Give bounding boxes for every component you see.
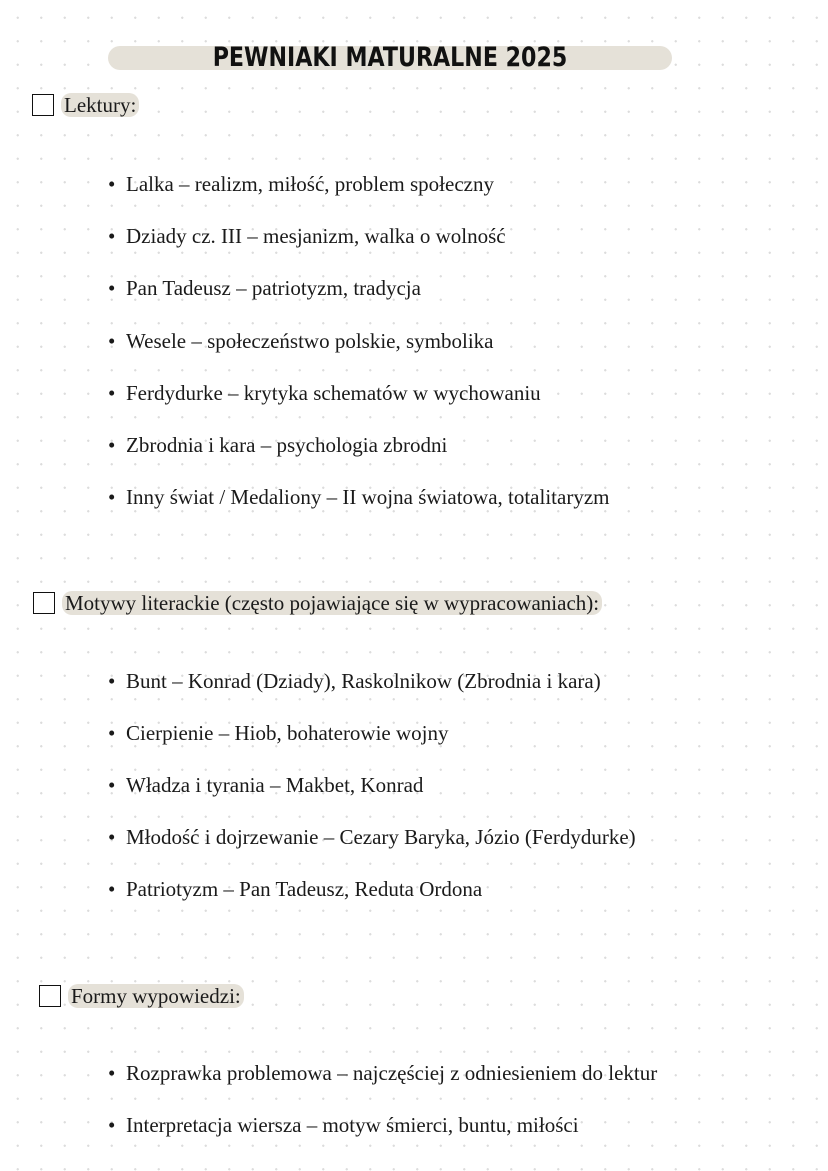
- bullet-icon: •: [108, 329, 116, 353]
- list-item: [108, 1060, 657, 1086]
- list-item: [108, 223, 506, 249]
- list-item: [108, 824, 636, 850]
- list-item-text: Pan Tadeusz – patriotyzm, tradycja: [126, 276, 421, 300]
- list-item: [108, 328, 493, 354]
- bullet-icon: •: [108, 485, 116, 509]
- list-item: [108, 432, 447, 458]
- list-item: [108, 876, 482, 902]
- list-item-text: Władza i tyrania – Makbet, Konrad: [126, 773, 424, 797]
- bullet-icon: •: [108, 1113, 116, 1137]
- list-item-text: Lalka – realizm, miłość, problem społeczny: [126, 172, 494, 196]
- list-item-text: Cierpienie – Hiob, bohaterowie wojny: [126, 721, 449, 745]
- list-item: [108, 380, 541, 406]
- list-item-text: Patriotyzm – Pan Tadeusz, Reduta Ordona: [126, 877, 483, 901]
- list-item: [108, 1112, 579, 1138]
- list-item-text: Ferdydurke – krytyka schematów w wychowaniu: [126, 381, 541, 405]
- bullet-icon: •: [108, 669, 116, 693]
- bullet-icon: •: [108, 433, 116, 457]
- bullet-icon: •: [108, 172, 116, 196]
- checkbox[interactable]: [39, 985, 61, 1007]
- checkbox[interactable]: [32, 94, 54, 116]
- bullet-icon: •: [108, 721, 116, 745]
- list-item: [108, 720, 449, 746]
- bullet-icon: •: [108, 1061, 116, 1085]
- bullet-icon: •: [108, 276, 116, 300]
- list-item: [108, 668, 601, 694]
- section-heading-label: Motywy literackie (często pojawiające się w wypracowaniach):: [62, 591, 602, 615]
- bullet-icon: •: [108, 877, 116, 901]
- list-item-text: Dziady cz. III – mesjanizm, walka o wolność: [126, 224, 506, 248]
- section-heading: [39, 984, 244, 1008]
- list-item-text: Bunt – Konrad (Dziady), Raskolnikow (Zbrodnia i kara): [126, 669, 601, 693]
- list-item: [108, 275, 421, 301]
- list-item-text: Zbrodnia i kara – psychologia zbrodni: [126, 433, 448, 457]
- bullet-icon: •: [108, 825, 116, 849]
- page-title: PEWNIAKI MATURALNE 2025: [212, 42, 568, 73]
- list-item-text: Inny świat / Medaliony – II wojna światowa, totalitaryzm: [126, 485, 610, 509]
- list-item-text: Rozprawka problemowa – najczęściej z odniesieniem do lektur: [126, 1061, 658, 1085]
- list-item-text: Interpretacja wiersza – motyw śmierci, buntu, miłości: [126, 1113, 579, 1137]
- bullet-icon: •: [108, 224, 116, 248]
- section-heading: [32, 93, 139, 117]
- section-heading: [33, 591, 602, 615]
- list-item: [108, 484, 609, 510]
- section-heading-label: Formy wypowiedzi:: [68, 984, 244, 1008]
- bullet-icon: •: [108, 773, 116, 797]
- bullet-icon: •: [108, 381, 116, 405]
- list-item: [108, 171, 494, 197]
- list-item-text: Wesele – społeczeństwo polskie, symbolika: [126, 329, 494, 353]
- list-item: [108, 772, 423, 798]
- checkbox[interactable]: [33, 592, 55, 614]
- section-heading-label: Lektury:: [61, 93, 139, 117]
- list-item-text: Młodość i dojrzewanie – Cezary Baryka, Józio (Ferdydurke): [126, 825, 636, 849]
